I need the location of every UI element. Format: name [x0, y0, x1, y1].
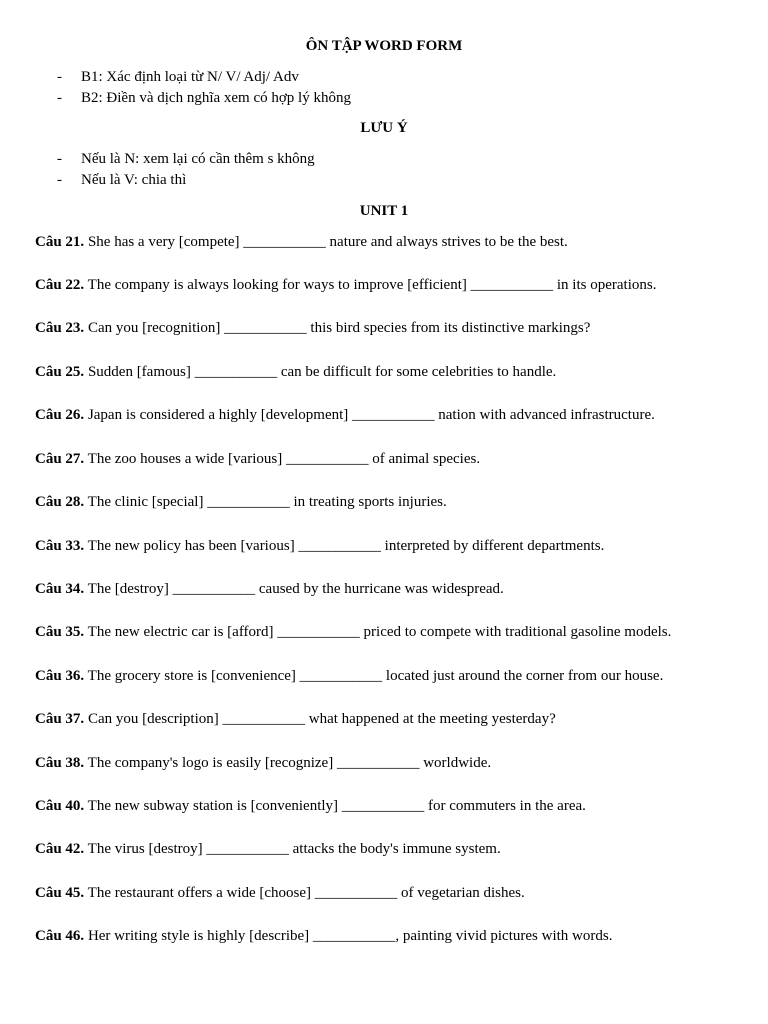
- question-item: [35, 580, 504, 598]
- question-item: [35, 406, 655, 424]
- question-item: [35, 927, 612, 945]
- question-item: [35, 537, 604, 555]
- question-item: [35, 884, 525, 902]
- question-text: Japan is considered a highly [development] ___________ nation with advanced infrastructure.: [87, 407, 655, 423]
- question-text: Can you [description] ___________ what happened at the meeting yesterday?: [87, 711, 556, 727]
- question-item: [35, 623, 671, 641]
- question-text: The grocery store is [convenience] ___________ located just around the corner from our house.: [87, 668, 664, 684]
- question-item: [35, 363, 556, 381]
- note-item: [57, 171, 186, 189]
- question-number: Câu 38.: [35, 755, 85, 771]
- note-text: Nếu là V: chia thì: [81, 172, 187, 188]
- question-item: [35, 797, 586, 815]
- question-number: Câu 36.: [35, 668, 85, 684]
- question-text: The restaurant offers a wide [choose] ___________ of vegetarian dishes.: [87, 885, 525, 901]
- bullet-dash: -: [57, 151, 62, 167]
- question-item: [35, 276, 656, 294]
- question-number: Câu 26.: [35, 407, 85, 423]
- question-number: Câu 40.: [35, 798, 85, 814]
- question-text: The new policy has been [various] ___________ interpreted by different departments.: [87, 538, 605, 554]
- question-number: Câu 27.: [35, 451, 85, 467]
- question-item: [35, 233, 568, 251]
- step-item: [57, 89, 351, 107]
- question-number: Câu 21.: [35, 234, 85, 250]
- question-text: Her writing style is highly [describe] ___________, painting vivid pictures with words.: [87, 928, 613, 944]
- question-item: [35, 710, 556, 728]
- question-number: Câu 25.: [35, 364, 85, 380]
- question-text: The virus [destroy] ___________ attacks the body's immune system.: [87, 841, 501, 857]
- question-text: The zoo houses a wide [various] ___________ of animal species.: [87, 451, 481, 467]
- question-item: [35, 319, 590, 337]
- step-item: [57, 68, 299, 86]
- note-heading: LƯU Ý: [360, 120, 408, 136]
- question-number: Câu 45.: [35, 885, 85, 901]
- question-text: The company is always looking for ways to improve [efficient] ___________ in its operations.: [87, 277, 657, 293]
- question-text: She has a very [compete] ___________ nature and always strives to be the best.: [87, 234, 568, 250]
- question-text: The [destroy] ___________ caused by the hurricane was widespread.: [87, 581, 504, 597]
- page-title: ÔN TẬP WORD FORM: [305, 38, 463, 54]
- question-text: The company's logo is easily [recognize] ___________ worldwide.: [87, 755, 492, 771]
- question-item: [35, 754, 491, 772]
- step-text: B2: Điền và dịch nghĩa xem có hợp lý không: [81, 90, 351, 106]
- note-text: Nếu là N: xem lại có cần thêm s không: [81, 151, 315, 167]
- question-number: Câu 28.: [35, 494, 85, 510]
- question-text: The clinic [special] ___________ in treating sports injuries.: [87, 494, 447, 510]
- question-text: The new subway station is [conveniently] ___________ for commuters in the area.: [87, 798, 586, 814]
- question-item: [35, 840, 501, 858]
- question-number: Câu 46.: [35, 928, 85, 944]
- note-item: [57, 150, 315, 168]
- question-text: Sudden [famous] ___________ can be difficult for some celebrities to handle.: [87, 364, 557, 380]
- question-number: Câu 33.: [35, 538, 85, 554]
- question-number: Câu 42.: [35, 841, 85, 857]
- question-number: Câu 22.: [35, 277, 85, 293]
- question-text: Can you [recognition] ___________ this bird species from its distinctive markings?: [87, 320, 591, 336]
- question-item: [35, 667, 663, 685]
- bullet-dash: -: [57, 90, 62, 106]
- bullet-dash: -: [57, 69, 62, 85]
- question-number: Câu 34.: [35, 581, 85, 597]
- unit-heading: UNIT 1: [359, 203, 409, 219]
- step-text: B1: Xác định loại từ N/ V/ Adj/ Adv: [81, 69, 299, 85]
- question-text: The new electric car is [afford] ___________ priced to compete with traditional gasoline models.: [87, 624, 672, 640]
- bullet-dash: -: [57, 172, 62, 188]
- question-number: Câu 23.: [35, 320, 85, 336]
- question-item: [35, 493, 447, 511]
- question-number: Câu 37.: [35, 711, 85, 727]
- question-number: Câu 35.: [35, 624, 85, 640]
- question-item: [35, 450, 480, 468]
